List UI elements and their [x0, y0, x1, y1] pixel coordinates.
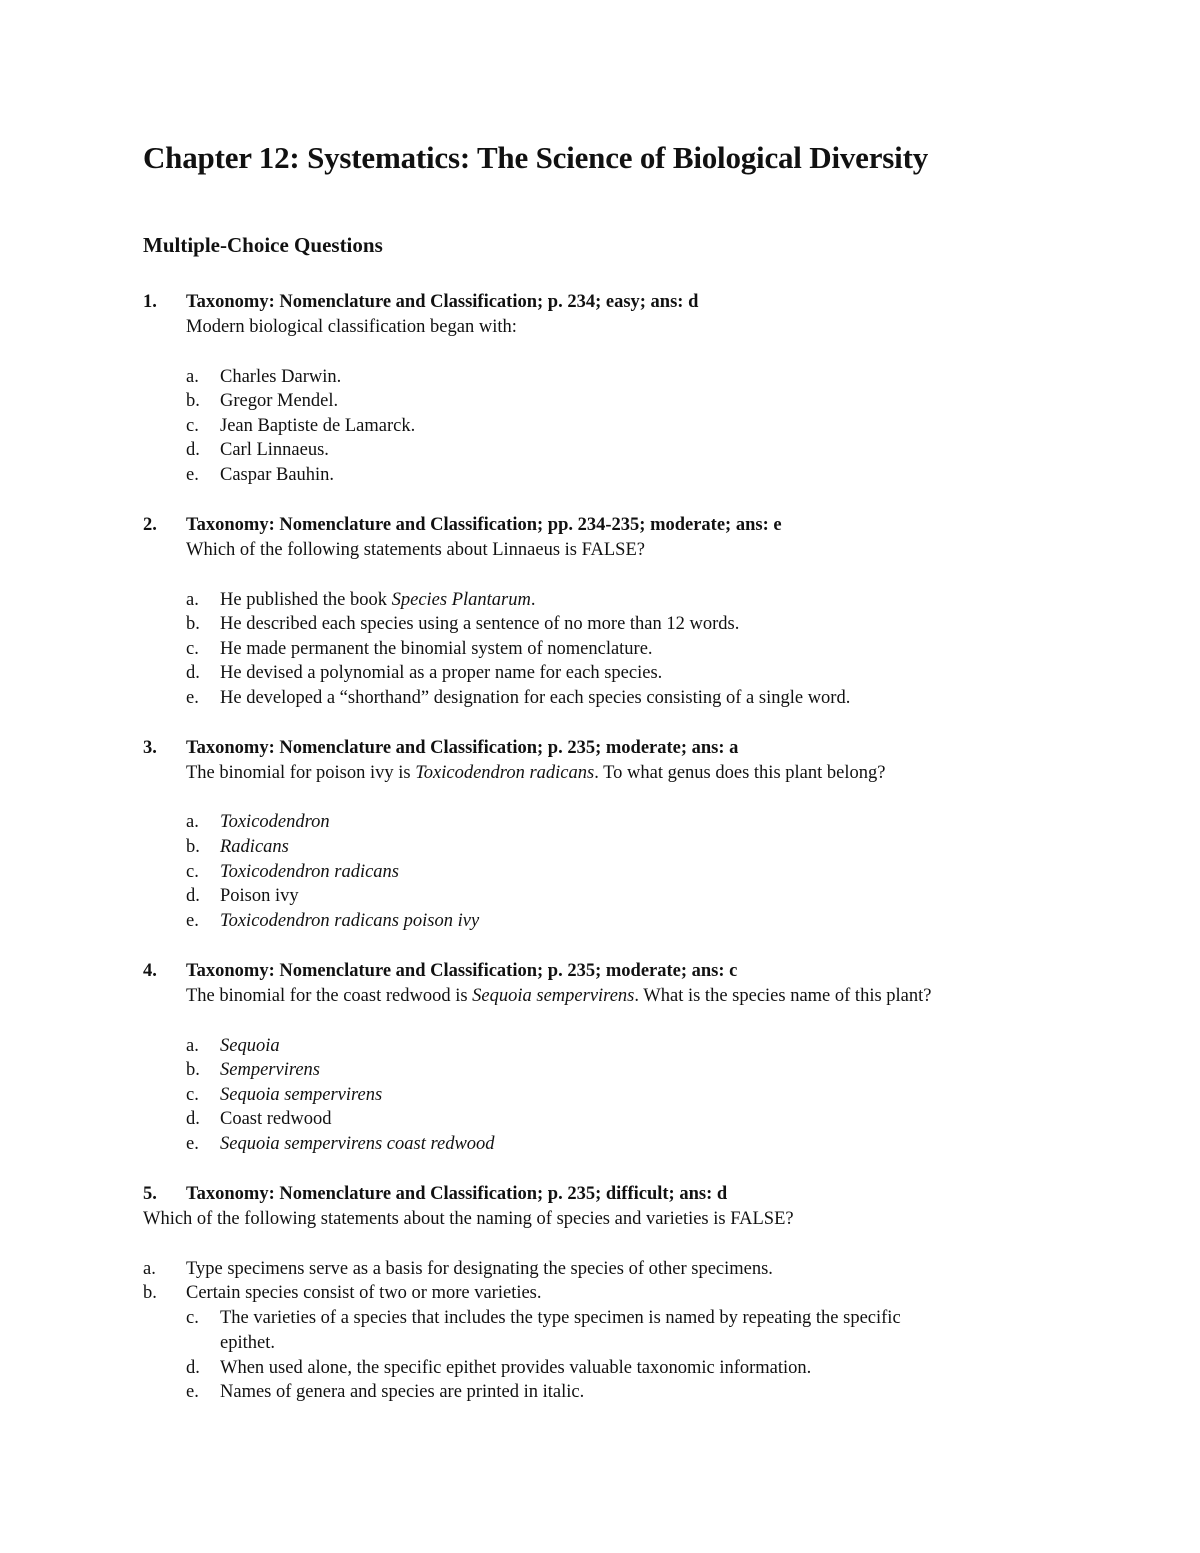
question-stem: Modern biological classification began with: [186, 317, 517, 337]
option-letter: a. [186, 812, 199, 832]
option-text: Carl Linnaeus. [220, 440, 329, 460]
stem-text-italic: Toxicodendron radicans [415, 763, 595, 783]
chapter-title: Chapter 12: Systematics: The Science of Biological Diversity [143, 140, 928, 175]
option-letter: e. [186, 465, 199, 485]
question-number: 4. [143, 961, 157, 981]
option-letter: a. [186, 1036, 199, 1056]
option-text: Coast redwood [220, 1109, 332, 1129]
option-text: Gregor Mendel. [220, 391, 339, 411]
option-text: Jean Baptiste de Lamarck. [220, 416, 416, 436]
option-letter: b. [186, 614, 200, 634]
stem-text-plain: The binomial for the coast redwood is [186, 986, 473, 1006]
section-heading: Multiple-Choice Questions [143, 233, 383, 257]
option-letter: d. [186, 1358, 200, 1378]
option-text-plain: He published the book [220, 590, 392, 610]
option-text: Toxicodendron [220, 812, 330, 832]
option-text: Toxicodendron radicans [220, 862, 400, 882]
option-text: Sequoia [220, 1036, 280, 1056]
option-letter: e. [186, 1134, 199, 1154]
option-letter: a. [186, 590, 199, 610]
option-letter: a. [143, 1259, 156, 1279]
option-letter: a. [186, 367, 199, 387]
question-number: 5. [143, 1184, 157, 1204]
option-letter: b. [186, 837, 200, 857]
option-letter: c. [186, 639, 199, 659]
option-letter: c. [186, 1085, 199, 1105]
option-text: Sempervirens [220, 1060, 321, 1080]
question-number: 1. [143, 292, 157, 312]
option-letter: b. [186, 391, 200, 411]
option-text: Type specimens serve as a basis for designating the species of other specimens. [186, 1259, 773, 1279]
question-header: Taxonomy: Nomenclature and Classification; p. 235; moderate; ans: c [186, 961, 738, 981]
option-text: Sequoia sempervirens coast redwood [220, 1134, 495, 1154]
question-header: Taxonomy: Nomenclature and Classification; p. 235; difficult; ans: d [186, 1184, 728, 1204]
question-stem: Which of the following statements about Linnaeus is FALSE? [186, 540, 645, 560]
question-header: Taxonomy: Nomenclature and Classification; p. 235; moderate; ans: a [186, 738, 739, 758]
option-text: Poison ivy [220, 886, 299, 906]
option-letter: d. [186, 440, 200, 460]
stem-text-plain: The binomial for poison ivy is [186, 763, 416, 783]
option-letter: c. [186, 416, 199, 436]
option-letter: d. [186, 663, 200, 683]
stem-text-italic: Sequoia sempervirens [472, 986, 635, 1006]
option-text: Sequoia sempervirens [220, 1085, 383, 1105]
option-text: He devised a polynomial as a proper name for each species. [220, 663, 663, 683]
option-letter: c. [186, 862, 199, 882]
question-number: 2. [143, 515, 157, 535]
option-text: He developed a “shorthand” designation for each species consisting of a single word. [220, 688, 851, 708]
question-header: Taxonomy: Nomenclature and Classification; p. 234; easy; ans: d [186, 292, 699, 312]
option-letter: e. [186, 688, 199, 708]
option-text: He made permanent the binomial system of nomenclature. [220, 639, 653, 659]
option-letter: c. [186, 1308, 199, 1328]
option-text: He described each species using a sentence of no more than 12 words. [220, 614, 740, 634]
option-text: The varieties of a species that includes the type specimen is named by repeating the specific [220, 1308, 901, 1328]
option-text: Toxicodendron radicans poison ivy [220, 911, 480, 931]
option-text: Certain species consist of two or more varieties. [186, 1283, 542, 1303]
stem-text-plain: . To what genus does this plant belong? [594, 763, 886, 783]
option-text-continuation: epithet. [220, 1333, 275, 1353]
option-letter: b. [186, 1060, 200, 1080]
option-text [220, 588, 536, 612]
stem-text-plain: . What is the species name of this plant? [634, 986, 932, 1006]
question-header: Taxonomy: Nomenclature and Classification; pp. 234-235; moderate; ans: e [186, 515, 782, 535]
question-stem [186, 761, 885, 785]
option-letter: d. [186, 1109, 200, 1129]
option-text: Names of genera and species are printed in italic. [220, 1382, 585, 1402]
option-letter: d. [186, 886, 200, 906]
option-text: Charles Darwin. [220, 367, 342, 387]
question-number: 3. [143, 738, 157, 758]
question-stem: Which of the following statements about the naming of species and varieties is FALSE? [143, 1209, 794, 1229]
question-stem [186, 984, 931, 1008]
option-text-italic: Species Plantarum [391, 590, 531, 610]
option-letter: b. [143, 1283, 157, 1303]
option-text: Caspar Bauhin. [220, 465, 335, 485]
option-text-punct: . [530, 590, 536, 610]
option-letter: e. [186, 1382, 199, 1402]
option-text: When used alone, the specific epithet provides valuable taxonomic information. [220, 1358, 812, 1378]
option-text: Radicans [220, 837, 289, 857]
option-letter: e. [186, 911, 199, 931]
